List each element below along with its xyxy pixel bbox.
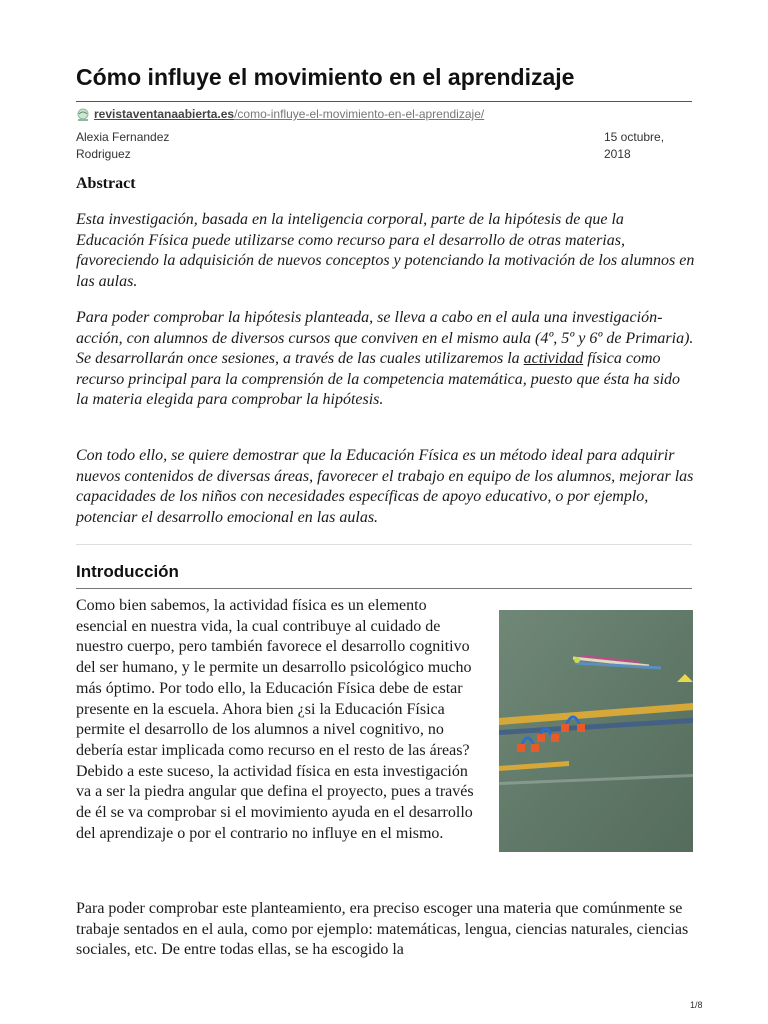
site-favicon-icon — [76, 108, 90, 122]
actividad-link[interactable]: actividad — [523, 350, 584, 367]
intro-divider — [76, 588, 692, 589]
abstract-heading: Abstract — [76, 175, 136, 192]
author-line: Rodriguez — [76, 147, 131, 161]
date-line: 15 octubre, — [604, 130, 665, 144]
source-path[interactable]: /como-influye-el-movimiento-en-el-aprendizaje/ — [234, 107, 485, 121]
title-divider — [76, 101, 692, 102]
intro-heading: Introducción — [76, 562, 179, 581]
author — [76, 129, 196, 163]
intro-paragraph: Para poder comprobar este planteamiento, era preciso escoger una materia que comúnmente se trabaje sentados en el aula, como por ejemplo: matemáticas, lengua, ciencias naturales, ciencias sociales, etc. De entre todas ellas, se ha escogido la — [76, 900, 689, 958]
abstract-text: física como recurso principal para la comprensión de la competencia matemática, puesto que ésta ha sido la materia elegida para comprobar la hipótesis. — [76, 350, 681, 408]
page-number: 1/8 — [690, 1000, 703, 1010]
publish-date — [604, 129, 692, 163]
abstract-paragraph: Esta investigación, basada en la inteligencia corporal, parte de la hipótesis de que la Educación Física puede utilizarse como recurso para el desarrollo de otras materias, favoreciendo la adquisición de nuevos conceptos y potenciando la motivación de los alumnos en las aulas. — [76, 211, 695, 290]
abstract-paragraph — [76, 308, 696, 411]
source-domain[interactable]: revistaventanaabierta.es — [94, 107, 235, 121]
intro-paragraph: Como bien sabemos, la actividad física es un elemento esencial en nuestra vida, la cual contribuye al cuidado de nuestro cuerpo, pero también favorece el desarrollo cognitivo del ser humano, y le permite un desarrollo psicológico mucho más óptimo. Por todo ello, la Educación Física debe de estar presente en la escuela. Ahora bien ¿si la Educación Física permite el desarrollo de los alumnos a nivel cognitivo, no debería estar implicada como recurso en el resto de las áreas? Debido a este suceso, la actividad física en esta investigación va a ser la piedra angular que defina el proyecto, pues a través de él se va comprobar si el movimiento ayuda en el desarrollo del aprendizaje o por el contrario no influye en el mismo. — [76, 597, 474, 842]
sports-field-photo — [499, 610, 693, 852]
author-line: Alexia Fernandez — [76, 130, 170, 144]
article-title: Cómo influye el movimiento en el aprendizaje — [76, 64, 575, 90]
abstract-text: Para poder comprobar la hipótesis planteada, se lleva a cabo en el aula una investigación-acción, con alumnos de diversos cursos que conviven en el mismo aula (4º, 5º y 6º de Primaria). Se desarrollarán once sesiones, a través de las cuales utilizaremos la — [76, 309, 694, 367]
section-divider — [76, 544, 692, 545]
date-line: 2018 — [604, 147, 631, 161]
source-url[interactable] — [76, 106, 692, 122]
abstract-paragraph: Con todo ello, se quiere demostrar que la Educación Física es un método ideal para adquirir nuevos contenidos de diversas áreas, favorecer el trabajo en equipo de los alumnos, mejorar las capacidades de los niños con necesidades específicas de apoyo educativo, o por ejemplo, potenciar el desarrollo emocional en las aulas. — [76, 447, 694, 526]
